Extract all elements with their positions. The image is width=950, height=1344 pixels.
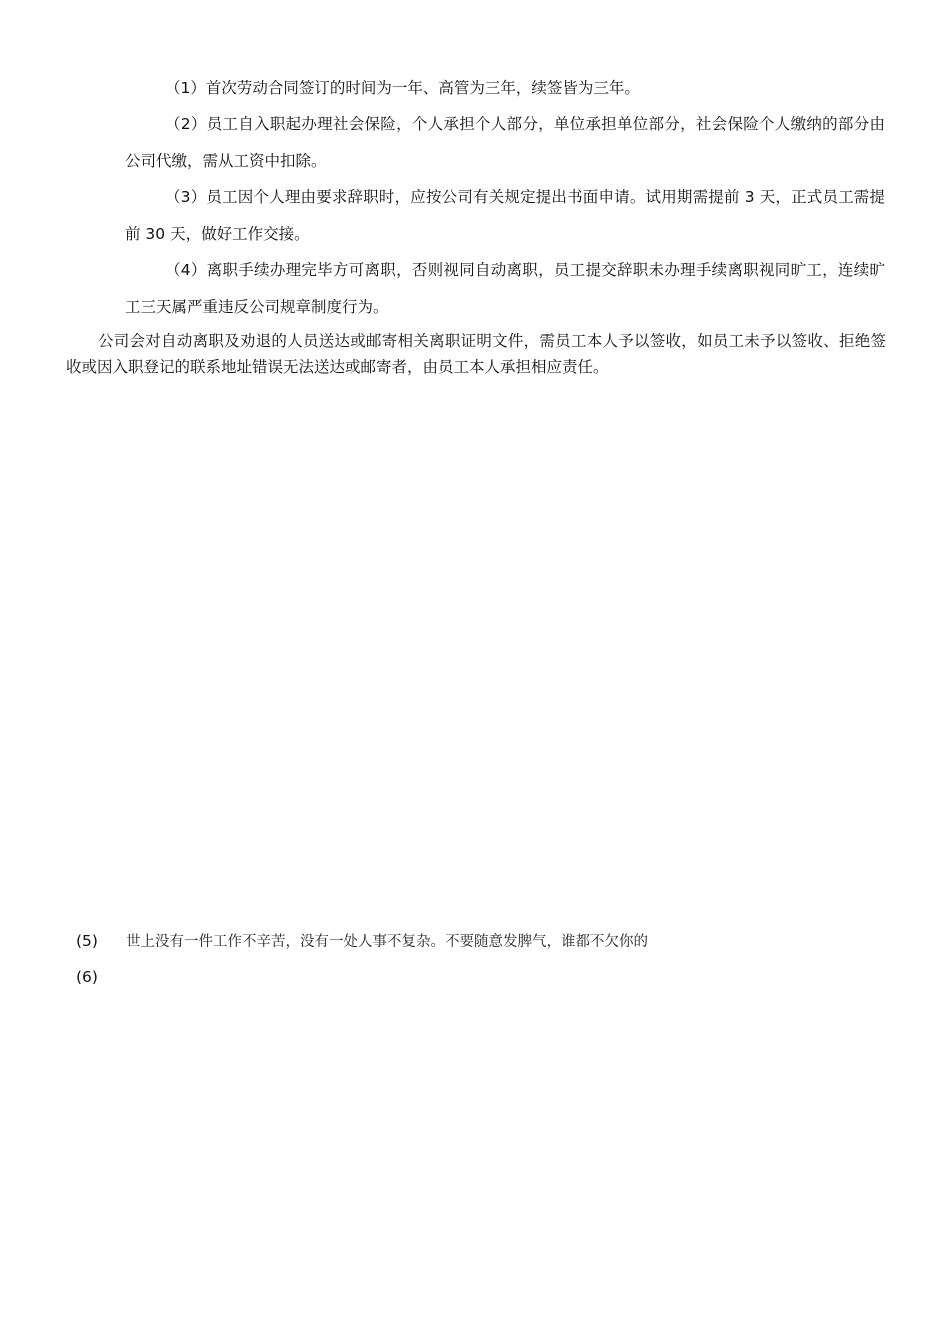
list-item-5 [76,929,648,954]
clause-2: （2）员工自入职起办理社会保险，个人承担个人部分，单位承担单位部分，社会保险个人缴纳的部分由公司代缴，需从工资中扣除。 [125,115,885,170]
list-item-text: 世上没有一件工作不辛苦，没有一处人事不复杂。不要随意发脾气，谁都不欠你的 [126,934,648,950]
clause-3: （3）员工因个人理由要求辞职时，应按公司有关规定提出书面申请。试用期需提前 3 天，正式员工需提前 30 天，做好工作交接。 [125,188,885,243]
list-item-number: (6) [76,968,98,986]
list-item-6 [76,965,126,990]
clause-4: （4）离职手续办理完毕方可离职，否则视同自动离职，员工提交辞职未办理手续离职视同旷工，连续旷工三天属严重违反公司规章制度行为。 [125,261,885,316]
resignation-notice-paragraph: 公司会对自动离职及劝退的人员送达或邮寄相关离职证明文件，需员工本人予以签收，如员工未予以签收、拒绝签收或因入职登记的联系地址错误无法送达或邮寄者，由员工本人承担相应责任。 [66,332,886,376]
list-item-number: (5) [76,932,98,950]
clause-1: （1）首次劳动合同签订的时间为一年、高管为三年，续签皆为三年。 [165,79,640,97]
